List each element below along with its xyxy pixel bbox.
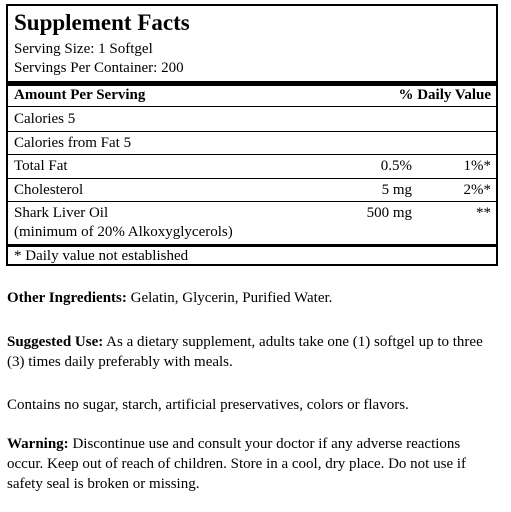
daily-value-header: % Daily Value [398,87,491,103]
nutrient-dv-total-fat: 1%* [463,158,491,174]
nutrient-name-calories-from-fat: Calories from Fat 5 [14,135,132,151]
row-divider [8,201,496,202]
nutrient-dv-cholesterol: 2%* [463,182,491,198]
nutrient-name-total-fat: Total Fat [14,158,68,174]
panel-title: Supplement Facts [14,10,190,35]
warning-text: Discontinue use and consult your doctor if any adverse reactions occur. Keep out of reach of children. Store in a cool, dry place. Do not use if safety seal is broken or missing. [7,436,467,492]
other-ingredients-label: Other Ingredients: [7,290,127,306]
row-divider [8,154,496,155]
warning-label: Warning: [7,436,69,452]
row-divider [8,131,496,132]
daily-value-footnote: * Daily value not established [14,248,189,264]
suggested-use-label: Suggested Use: [7,334,104,350]
nutrient-name-cholesterol: Cholesterol [14,182,84,198]
servings-per-container: Servings Per Container: 200 [14,60,184,76]
nutrient-dv-shark-liver-oil: ** [476,205,491,221]
suggested-use-paragraph [7,332,497,372]
nutrient-amount-total-fat: 0.5% [380,158,412,174]
amount-per-serving-header: Amount Per Serving [14,87,146,103]
other-ingredients-paragraph [7,288,497,308]
nutrient-amount-cholesterol: 5 mg [381,182,412,198]
row-divider [8,106,496,107]
nutrient-name-shark-liver-oil: Shark Liver Oil [14,205,109,221]
row-divider [8,178,496,179]
supplement-facts-panel [6,4,498,266]
nutrient-name-calories: Calories 5 [14,111,76,127]
nutrient-amount-shark-liver-oil: 500 mg [366,205,412,221]
warning-paragraph [7,434,497,494]
contains-note: Contains no sugar, starch, artificial preservatives, colors or flavors. [7,397,409,413]
other-ingredients-text: Gelatin, Glycerin, Purified Water. [126,290,333,306]
serving-size: Serving Size: 1 Softgel [14,41,153,57]
nutrient-subline-alkoxyglycerols: (minimum of 20% Alkoxyglycerols) [14,224,233,240]
suggested-use-text: As a dietary supplement, adults take one (1) softgel up to three (3) times daily preferably with meals. [7,334,483,370]
